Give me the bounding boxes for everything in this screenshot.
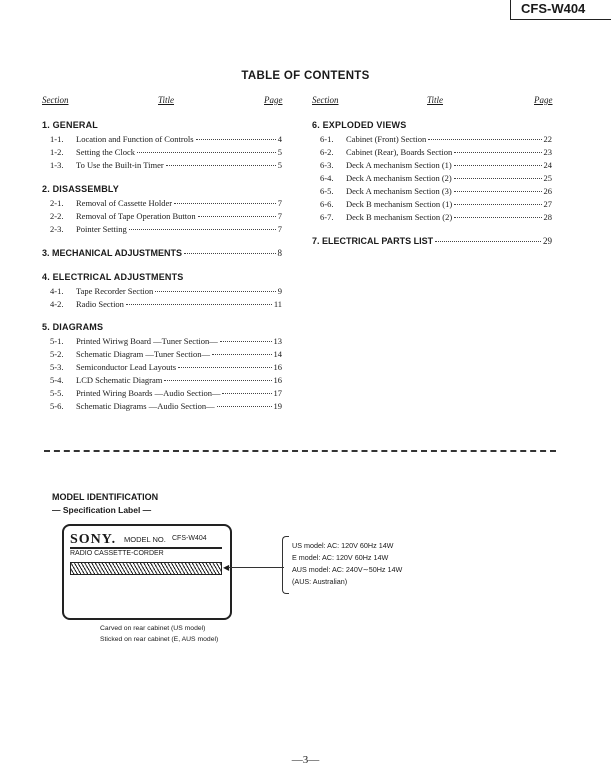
toc-row[interactable]	[50, 286, 282, 298]
model-identification-title: MODEL IDENTIFICATION	[52, 492, 159, 502]
row-num: 5-5.	[50, 388, 64, 398]
toc-row[interactable]	[320, 212, 552, 224]
row-title: Semiconductor Lead Layouts	[76, 362, 177, 372]
row-num: 4-1.	[50, 286, 64, 296]
row-num: 2-1.	[50, 198, 64, 208]
toc-row-section[interactable]	[42, 248, 282, 260]
spec-line: E model: AC: 120V 60Hz 14W	[292, 553, 389, 562]
leader-dots	[428, 139, 541, 140]
row-num: 1-3.	[50, 160, 64, 170]
toc-row[interactable]	[320, 160, 552, 172]
leader-dots	[184, 253, 275, 254]
toc-row[interactable]	[50, 388, 282, 400]
row-num: 6-2.	[320, 147, 334, 157]
row-page: 4	[277, 134, 282, 144]
row-page: 11	[273, 299, 282, 309]
row-num: 6-1.	[320, 134, 334, 144]
arrow-icon: ◀	[223, 563, 230, 572]
row-page: 25	[543, 173, 552, 183]
row-title: Printed Wiriwg Board —Tuner Section—	[76, 336, 218, 346]
leader-dots	[164, 380, 271, 381]
toc-row[interactable]	[50, 211, 282, 223]
row-page: 28	[543, 212, 552, 222]
section-heading: 5. DIAGRAMS	[42, 322, 104, 332]
toc-row[interactable]	[320, 134, 552, 146]
leader-dots	[454, 191, 542, 192]
leader-dots	[137, 152, 276, 153]
leader-dots	[155, 291, 275, 292]
pointer-line	[228, 567, 284, 568]
row-title: Setting the Clock	[76, 147, 136, 157]
toc-row[interactable]	[320, 173, 552, 185]
row-page: 14	[273, 349, 282, 359]
row-page: 16	[273, 362, 282, 372]
row-num: 1-2.	[50, 147, 64, 157]
section-heading: 3. MECHANICAL ADJUSTMENTS	[42, 248, 183, 258]
leader-dots	[454, 217, 541, 218]
leader-dots	[435, 241, 541, 242]
right-col-title: Title	[427, 95, 444, 105]
specification-label	[62, 524, 232, 620]
leader-dots	[129, 229, 276, 230]
model-no-value: CFS-W404	[172, 535, 207, 542]
row-page: 5	[277, 147, 282, 157]
row-page: 23	[543, 147, 552, 157]
row-title: Schematic Diagram —Tuner Section—	[76, 349, 211, 359]
row-num: 2-3.	[50, 224, 64, 234]
section-heading: 4. ELECTRICAL ADJUSTMENTS	[42, 272, 184, 282]
toc-row[interactable]	[50, 224, 282, 236]
row-page: 26	[543, 186, 552, 196]
row-title: Radio Section	[76, 299, 124, 309]
row-num: 5-3.	[50, 362, 64, 372]
row-num: 5-2.	[50, 349, 64, 359]
section-heading: 2. DISASSEMBLY	[42, 184, 119, 194]
brace	[282, 536, 289, 594]
toc-row[interactable]	[50, 375, 282, 387]
row-num: 5-1.	[50, 336, 64, 346]
row-num: 4-2.	[50, 299, 64, 309]
toc-row[interactable]	[50, 198, 282, 210]
row-title: Schematic Diagrams —Audio Section—	[76, 401, 215, 411]
left-col-page: Page	[264, 95, 283, 105]
row-page: 7	[277, 198, 282, 208]
leader-dots	[222, 393, 271, 394]
leader-dots	[166, 165, 276, 166]
row-title: Cabinet (Front) Section	[346, 134, 427, 144]
row-page: 9	[277, 286, 282, 296]
right-col-section: Section	[312, 95, 339, 105]
row-title: Pointer Setting	[76, 224, 127, 234]
toc-row[interactable]	[50, 299, 282, 311]
row-title: Removal of Cassette Holder	[76, 198, 173, 208]
leader-dots	[454, 152, 541, 153]
left-col-section: Section	[42, 95, 69, 105]
row-num: 6-4.	[320, 173, 334, 183]
leader-dots	[174, 203, 276, 204]
spec-line: (AUS: Australian)	[292, 577, 348, 586]
toc-row[interactable]	[50, 336, 282, 348]
row-page: 29	[543, 236, 552, 246]
left-col-title: Title	[158, 95, 175, 105]
row-title: Deck B mechanism Section (2)	[346, 212, 453, 222]
right-col-page: Page	[534, 95, 553, 105]
leader-dots	[454, 204, 541, 205]
toc-row[interactable]	[50, 349, 282, 361]
row-page: 13	[273, 336, 282, 346]
row-title: Deck A mechanism Section (3)	[346, 186, 452, 196]
row-page: 5	[277, 160, 282, 170]
row-title: Removal of Tape Operation Button	[76, 211, 196, 221]
toc-row[interactable]	[320, 147, 552, 159]
leader-dots	[198, 216, 276, 217]
toc-row[interactable]	[50, 401, 282, 413]
row-num: 6-3.	[320, 160, 334, 170]
dashed-divider	[44, 450, 556, 452]
toc-row[interactable]	[50, 134, 282, 146]
toc-title: TABLE OF CONTENTS	[241, 70, 370, 82]
section-heading: 1. GENERAL	[42, 120, 99, 130]
toc-row[interactable]	[320, 186, 552, 198]
toc-row[interactable]	[50, 147, 282, 159]
hatched-area	[70, 562, 222, 575]
row-page: 7	[277, 224, 282, 234]
model-no-label: MODEL NO.	[124, 535, 166, 544]
toc-row[interactable]	[50, 160, 282, 172]
page-number: —3—	[291, 754, 320, 766]
row-title: Deck B mechanism Section (1)	[346, 199, 453, 209]
spec-line: AUS model: AC: 240V∼50Hz 14W	[292, 565, 403, 574]
row-page: 8	[277, 248, 282, 258]
row-page: 7	[277, 211, 282, 221]
label-rule	[70, 547, 222, 549]
leader-dots	[454, 178, 542, 179]
row-page: 19	[273, 401, 282, 411]
section-heading: 6. EXPLODED VIEWS	[312, 120, 407, 130]
row-num: 2-2.	[50, 211, 64, 221]
specification-label-subtitle: — Specification Label —	[52, 505, 152, 515]
row-page: 27	[543, 199, 552, 209]
sony-logo: SONY.	[70, 532, 117, 547]
leader-dots	[126, 304, 272, 305]
section-heading: 7. ELECTRICAL PARTS LIST	[312, 236, 434, 246]
row-num: 6-5.	[320, 186, 334, 196]
row-num: 5-4.	[50, 375, 64, 385]
row-num: 6-7.	[320, 212, 334, 222]
row-page: 22	[543, 134, 552, 144]
row-title: LCD Schematic Diagram	[76, 375, 163, 385]
leader-dots	[196, 139, 276, 140]
row-title: To Use the Built-in Timer	[76, 160, 164, 170]
note-sticked: Sticked on rear cabinet (E, AUS model)	[100, 636, 219, 643]
toc-row[interactable]	[320, 199, 552, 211]
row-title: Cabinet (Rear), Boards Section	[346, 147, 453, 157]
leader-dots	[212, 354, 271, 355]
row-num: 6-6.	[320, 199, 334, 209]
model-tag: CFS-W404	[510, 0, 611, 20]
row-page: 16	[273, 375, 282, 385]
toc-row[interactable]	[50, 362, 282, 374]
row-title: Deck A mechanism Section (2)	[346, 173, 452, 183]
row-num: 1-1.	[50, 134, 64, 144]
row-title: Deck A mechanism Section (1)	[346, 160, 452, 170]
row-num: 5-6.	[50, 401, 64, 411]
spec-line: US model: AC: 120V 60Hz 14W	[292, 541, 394, 550]
row-title: Printed Wiring Boards —Audio Section—	[76, 388, 221, 398]
row-title: Tape Recorder Section	[76, 286, 154, 296]
row-title: Location and Function of Controls	[76, 134, 194, 144]
product-type: RADIO CASSETTE-CORDER	[70, 550, 164, 557]
leader-dots	[217, 406, 272, 407]
row-page: 24	[543, 160, 552, 170]
row-page: 17	[273, 388, 282, 398]
leader-dots	[178, 367, 271, 368]
leader-dots	[454, 165, 542, 166]
note-carved: Carved on rear cabinet (US model)	[100, 625, 206, 632]
toc-row-section[interactable]	[312, 236, 552, 248]
leader-dots	[220, 341, 272, 342]
